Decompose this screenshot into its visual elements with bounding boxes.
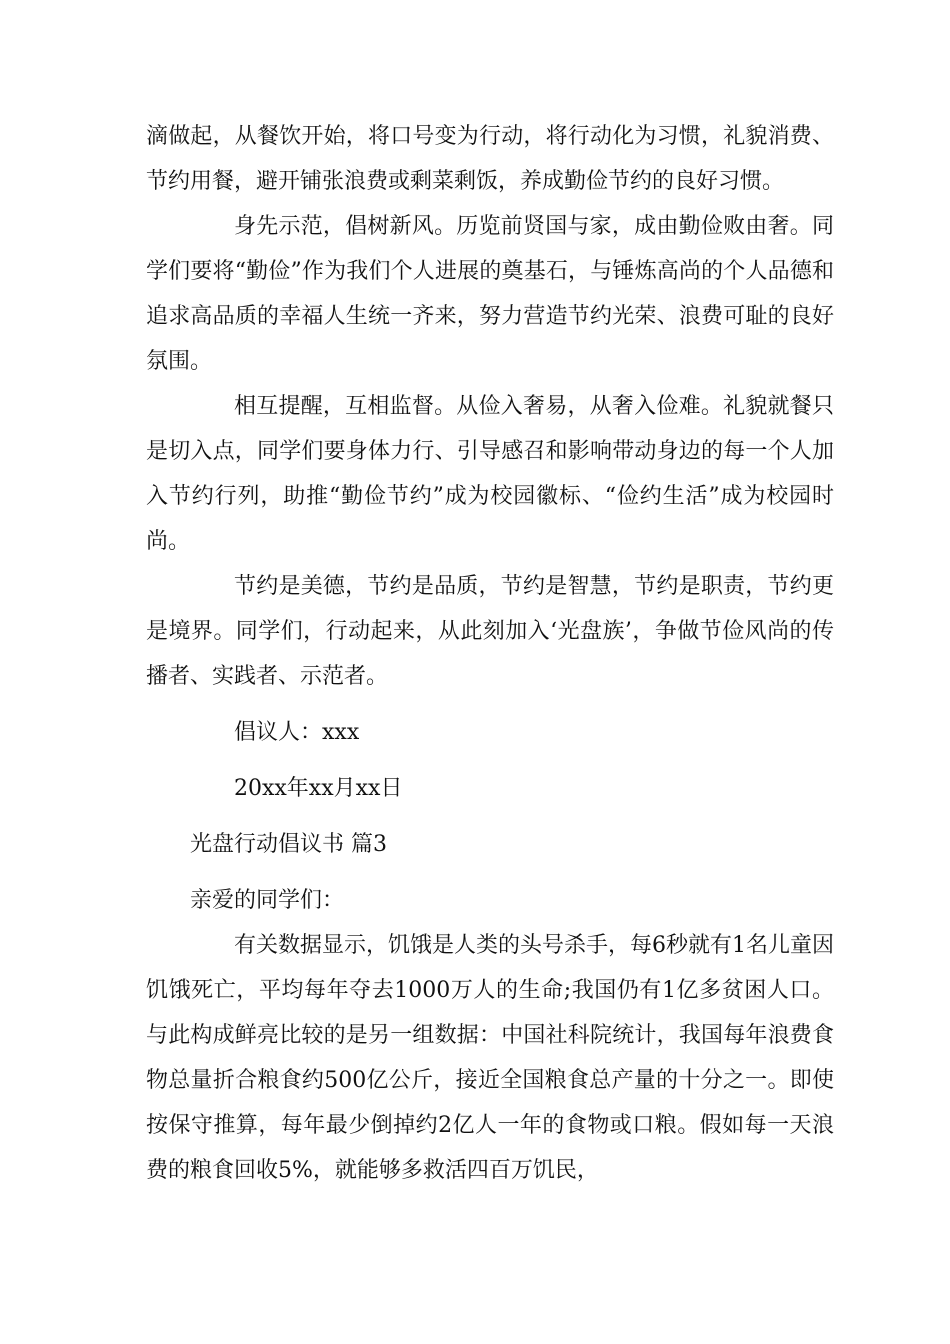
- paragraph-lead-by-example: 身先示范，倡树新风。历览前贤国与家，成由勤俭败由奢。同学们要将“勤俭”作为我们个人进展的奠基石，与锤炼高尚的个人品德和追求高品质的幸福人生统一齐来，努力营造节约光荣、浪费可耻的良好氛围。: [146, 214, 834, 374]
- signature-date: 20xx年xx月xx日: [234, 776, 403, 801]
- paragraph-mutual-reminder: 相互提醒，互相监督。从俭入奢易，从奢入俭难。礼貌就餐只是切入点，同学们要身体力行、引导感召和影响带动身边的每一个人加入节约行列，助推“勤俭节约”成为校园徽标、“俭约生活”成为校园时尚。: [146, 394, 834, 554]
- section-title: 光盘行动倡议书 篇3: [190, 832, 387, 857]
- paragraph-thrift-virtue: 节约是美德，节约是品质，节约是智慧，节约是职责，节约更是境界。同学们，行动起来，从此刻加入‘光盘族’，争做节俭风尚的传播者、实践者、示范者。: [146, 574, 834, 689]
- signature-proposer: 倡议人：xxx: [234, 720, 360, 745]
- document-body: [146, 114, 834, 1193]
- paragraph-continuation: 滴做起，从餐饮开始，将口号变为行动，将行动化为习惯，礼貌消费、节约用餐，避开铺张浪费或剩菜剩饭，养成勤俭节约的良好习惯。: [146, 124, 834, 194]
- salutation: 亲爱的同学们：: [190, 888, 345, 913]
- paragraph-hunger-data: 有关数据显示，饥饿是人类的头号杀手，每6秒就有1名儿童因饥饿死亡，平均每年夺去1000万人的生命;我国仍有1亿多贫困人口。与此构成鲜亮比较的是另一组数据：中国社科院统计，我国每年浪费食物总量折合粮食约500亿公斤，接近全国粮食总产量的十分之一。即使按保守推算，每年最少倒掉约2亿人一年的食物或口粮。假如每一天浪费的粮食回收5%，就能够多救活四百万饥民，: [146, 933, 834, 1183]
